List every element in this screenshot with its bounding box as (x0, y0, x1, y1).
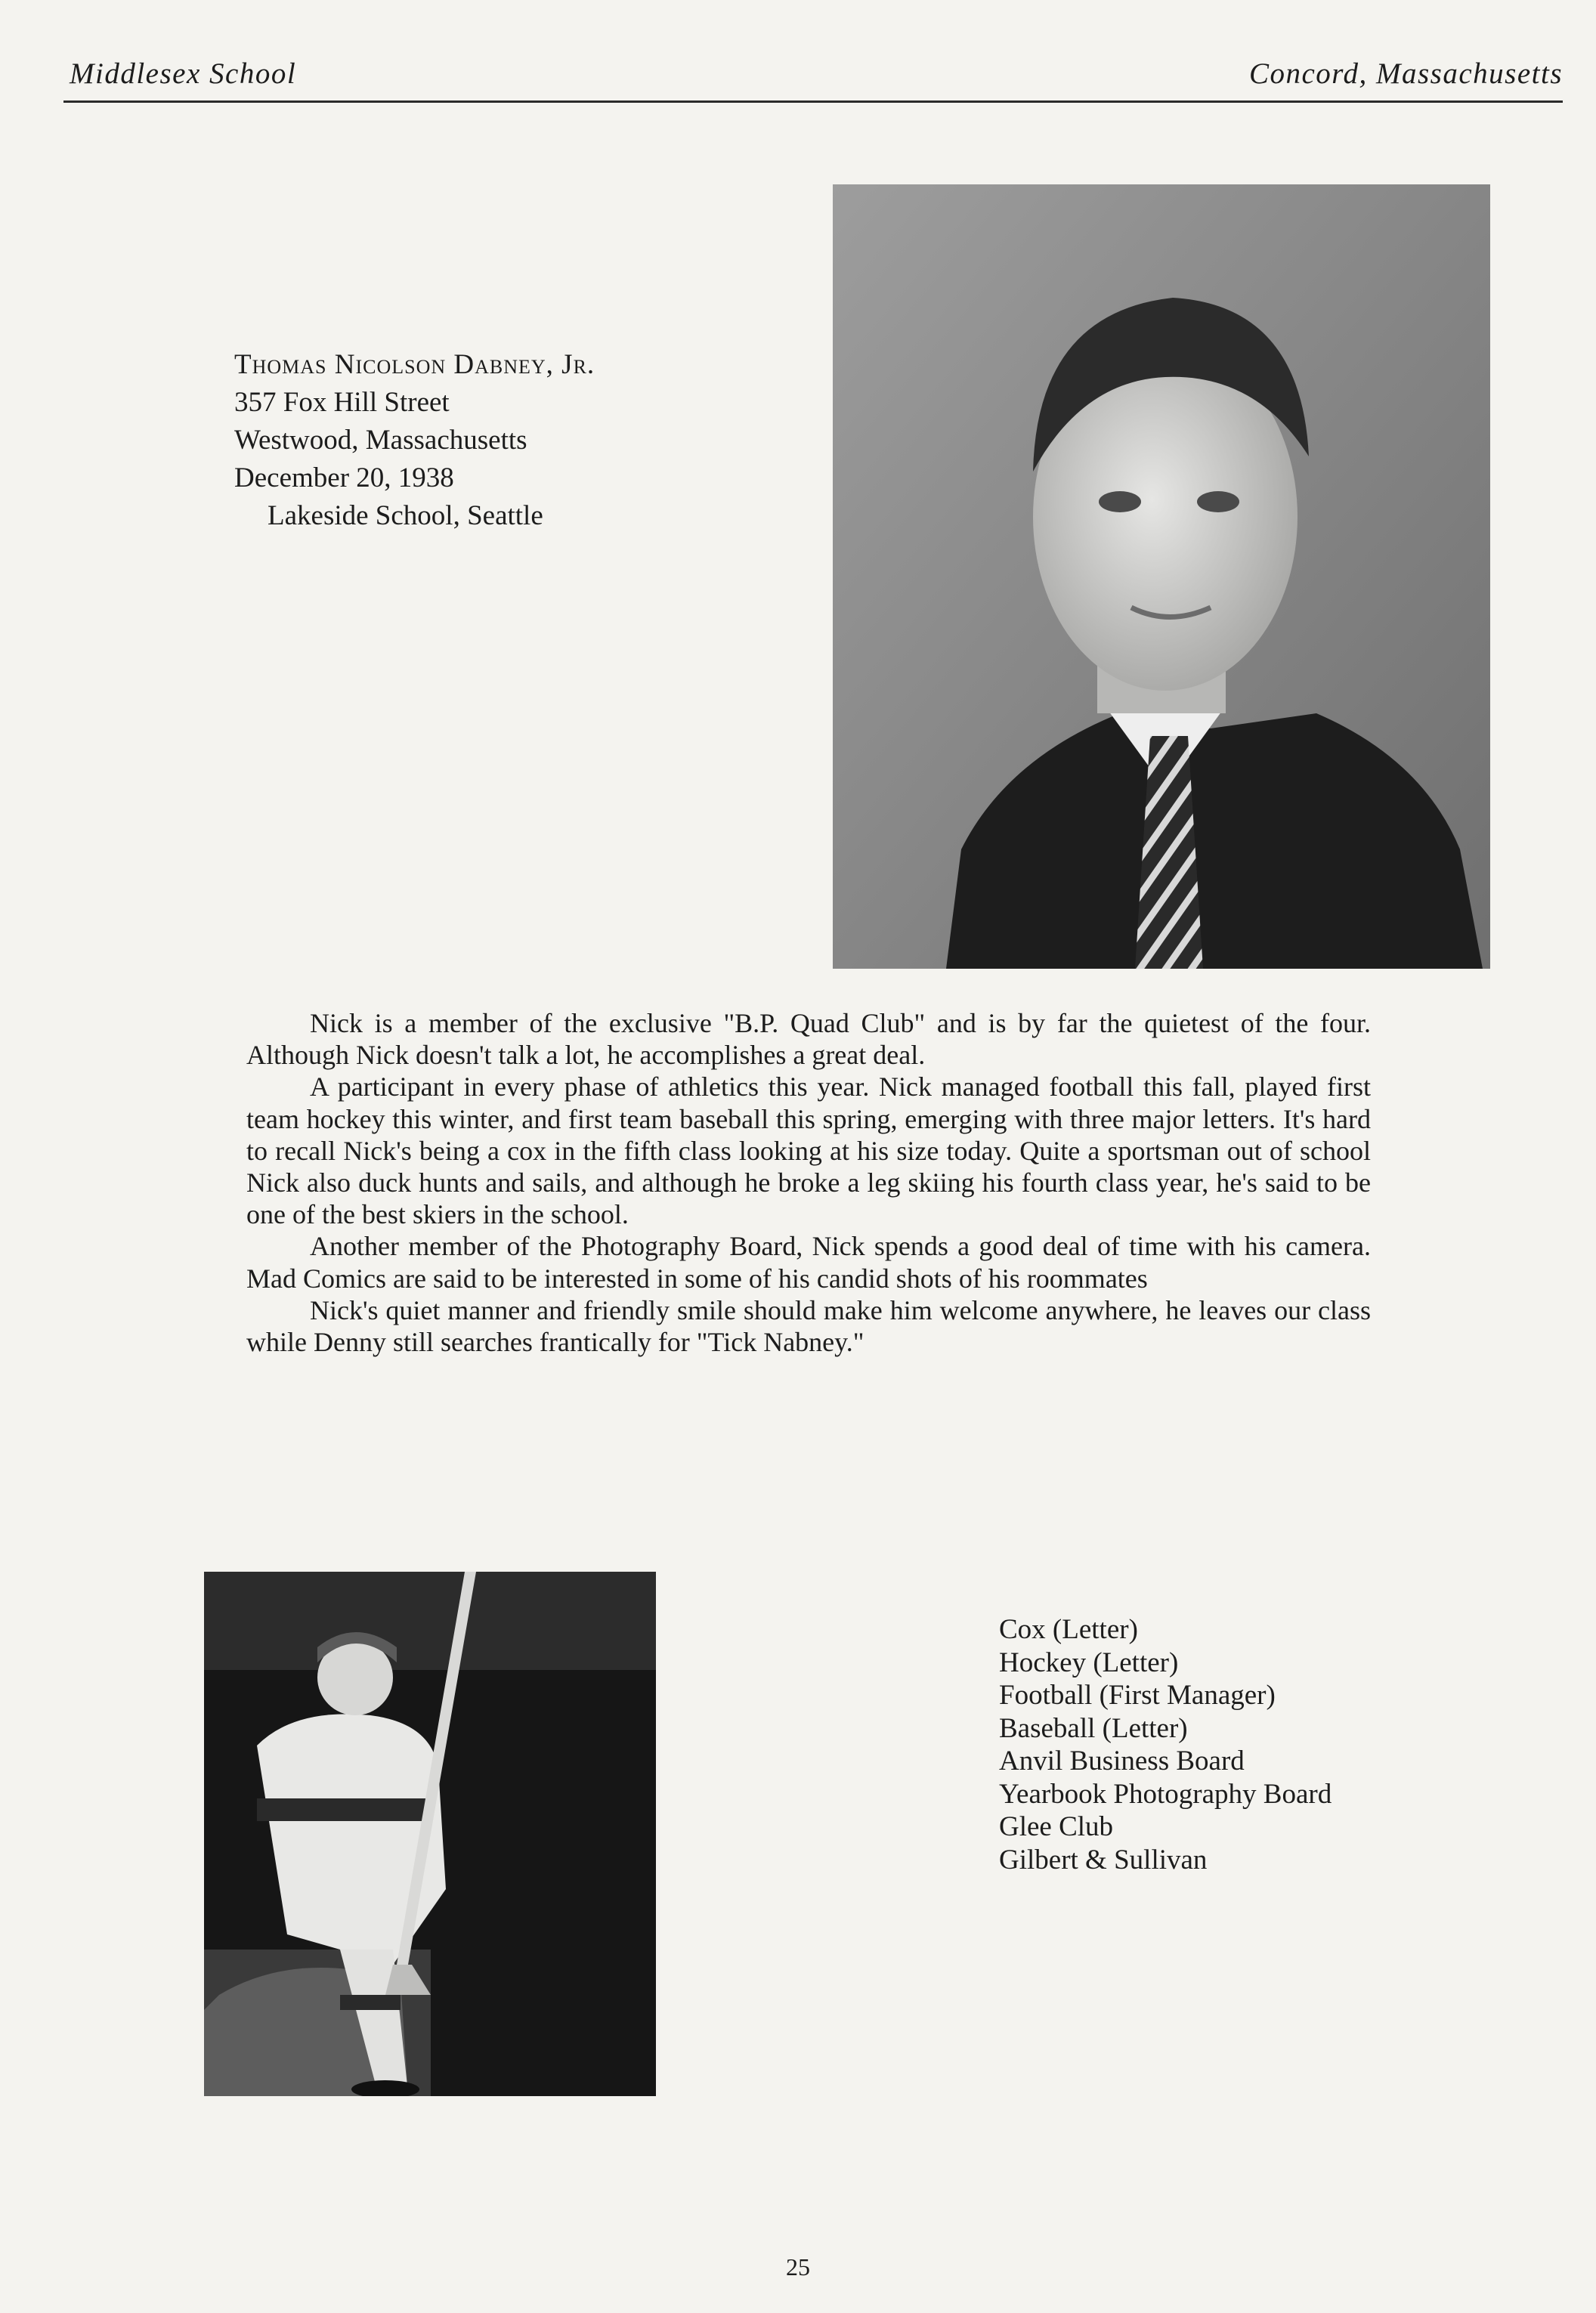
birth-date: December 20, 1938 (234, 462, 454, 493)
portrait-photo-image (833, 184, 1490, 969)
address-street: 357 Fox Hill Street (234, 387, 450, 418)
student-info-block (234, 346, 595, 535)
write-up-paragraph: A participant in every phase of athletics this year. Nick managed football this fall, played first team hockey this winter, and first team baseball this spring, emerging with three major letters. It's hard to recall Nick's being a cox in the fifth class looking at his size today. Quite a sportsman out of school Nick also duck hunts and sails, and although he broke a leg skiing his fourth class year, he's said to be one of the best skiers in the school. (246, 1071, 1371, 1230)
student-name: Thomas Nicolson Dabney, Jr. (234, 349, 595, 380)
write-up-text (246, 1007, 1371, 1358)
activity-item: Hockey (Letter) (999, 1647, 1179, 1678)
previous-school: Lakeside School, Seattle (268, 500, 543, 531)
activity-item: Yearbook Photography Board (999, 1778, 1332, 1810)
page-number: 25 (786, 2253, 810, 2281)
portrait-photo (833, 184, 1490, 969)
activity-item: Football (First Manager) (999, 1680, 1276, 1711)
header-school-name: Middlesex School (70, 57, 297, 90)
write-up-paragraph: Another member of the Photography Board, Nick spends a good deal of time with his camera. Mad Comics are said to be interested in some of his candid shots of his roommates (246, 1231, 1371, 1294)
activity-item: Baseball (Letter) (999, 1712, 1188, 1744)
address-city: Westwood, Massachusetts (234, 425, 527, 456)
header-location: Concord, Massachusetts (1248, 57, 1563, 90)
activity-item: Gilbert & Sullivan (999, 1844, 1208, 1875)
activity-item: Cox (Letter) (999, 1614, 1138, 1645)
write-up-paragraph: Nick is a member of the exclusive "B.P. Quad Club" and is by far the quietest of the four. Although Nick doesn't talk a lot, he accomplishes a great deal. (246, 1008, 1371, 1071)
activities-list (999, 1613, 1332, 1876)
activity-item: Glee Club (999, 1811, 1114, 1842)
header-rule (63, 100, 1563, 103)
hockey-photo (204, 1572, 656, 2096)
hockey-photo-image (204, 1572, 656, 2096)
write-up-paragraph: Nick's quiet manner and friendly smile should make him welcome anywhere, he leaves our class while Denny still searches frantically for "Tick Nabney." (246, 1294, 1371, 1358)
activity-item: Anvil Business Board (999, 1746, 1245, 1776)
